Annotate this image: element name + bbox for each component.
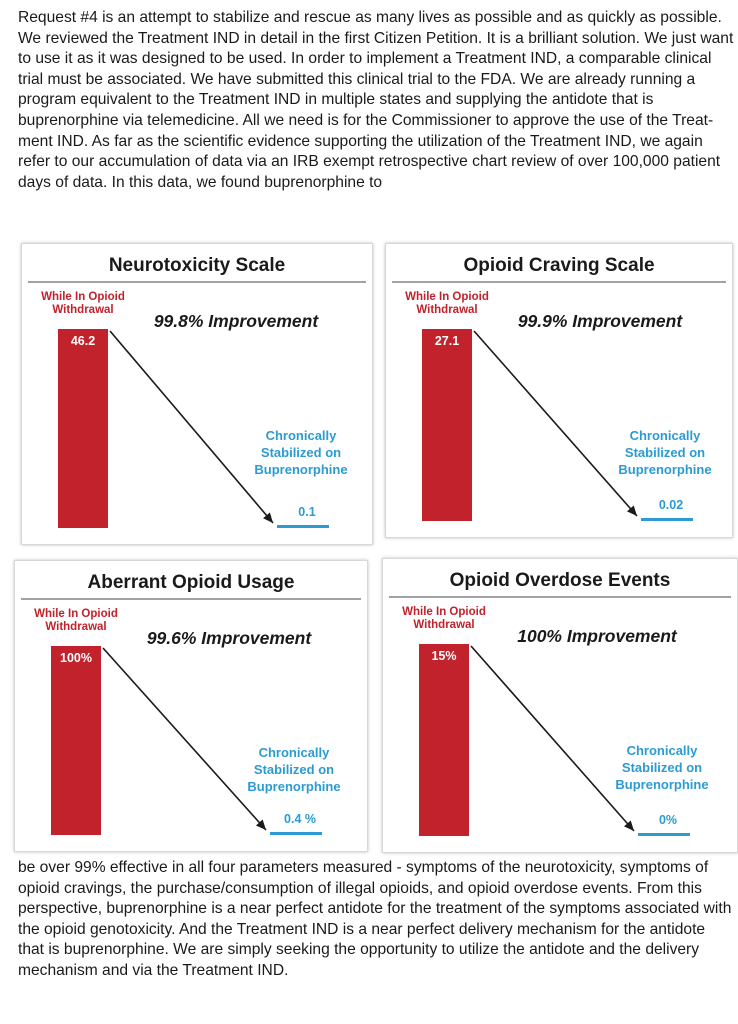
data-label-stabilized: 0.02 xyxy=(658,498,684,512)
category-label-stabilized: Buprenorphine xyxy=(615,777,709,792)
chart-opioid-craving-scale xyxy=(385,243,733,538)
category-label-stabilized: Chronically xyxy=(258,745,330,760)
category-label-withdrawal: While In Opioid xyxy=(34,608,118,620)
improvement-annotation: 99.8% Improvement xyxy=(153,311,319,331)
chart-title: Neurotoxicity Scale xyxy=(108,255,286,276)
data-label-withdrawal: 27.1 xyxy=(434,334,460,348)
trend-arrow xyxy=(110,331,273,523)
bar-withdrawal xyxy=(419,644,469,836)
category-label-stabilized: Chronically xyxy=(629,428,701,443)
data-label-withdrawal: 15% xyxy=(431,649,457,663)
trend-arrow xyxy=(103,648,266,830)
category-label-withdrawal: While In Opioid xyxy=(405,291,489,303)
category-label-withdrawal: Withdrawal xyxy=(416,304,478,316)
category-label-stabilized: Buprenorphine xyxy=(254,462,348,477)
chart-neurotoxicity-scale xyxy=(21,243,373,545)
data-label-stabilized: 0.1 xyxy=(298,505,316,519)
bar-stabilized xyxy=(638,833,690,836)
chart-svg xyxy=(22,244,372,544)
category-label-stabilized: Stabilized on xyxy=(253,762,335,777)
bar-stabilized xyxy=(277,525,329,528)
trend-arrow xyxy=(474,331,637,516)
category-label-stabilized: Chronically xyxy=(265,428,337,443)
data-label-stabilized: 0% xyxy=(658,813,678,827)
intro-paragraph: Request #4 is an attempt to stabilize and rescue as many lives as possible and as quickly as possible. We reviewed the Treatment IND in detail in the first Citizen Petition. It is a brilliant solution. We just want to use it as it was designed to be used. In order to implement a Treatment IND, a comparable clinical trial must be associated. We have submitted this clinical trial to the FDA. We are already running a program equivalent to the Treatment IND in multiple states and supplying the antidote that is buprenorphine via telemedicine. All we need is for the Commissioner to approve the use of the Treat-ment IND. As far as the scientific evidence supporting the utilization of the Treatment IND, we again refer to our accumulation of data via an IRB exempt retrospective chart review of over 100,000 patient days of data. In this data, we found buprenorphine to xyxy=(18,9,734,191)
improvement-annotation: 99.6% Improvement xyxy=(146,628,312,648)
data-label-withdrawal: 100% xyxy=(60,651,92,665)
category-label-withdrawal: While In Opioid xyxy=(41,291,125,303)
conclusion-paragraph: be over 99% effective in all four parameters measured - symptoms of the neurotoxicity, symptoms of opioid cravings, the purchase/consumption of illegal opioids, and opioid overdose events. From this perspective, buprenorphine is a near perfect antidote for the treatment of the symptoms associated with the opioid genotoxicity. And the Treatment IND is a near perfect delivery mechanism for the antidote that is buprenorphine. We are simply seeking the opportunity to utilize the antidote and the delivery mechanism and via the Treatment IND. xyxy=(18,859,732,979)
chart-aberrant-opioid-usage xyxy=(14,560,368,852)
bar-withdrawal xyxy=(58,329,108,528)
category-label-stabilized: Buprenorphine xyxy=(618,462,712,477)
category-label-stabilized: Chronically xyxy=(626,743,698,758)
chart-svg xyxy=(15,561,367,851)
chart-opioid-overdose-events xyxy=(382,558,738,853)
chart-svg xyxy=(383,559,737,852)
improvement-annotation: 99.9% Improvement xyxy=(517,311,683,331)
improvement-annotation: 100% Improvement xyxy=(517,626,677,646)
category-label-withdrawal: Withdrawal xyxy=(52,304,114,316)
chart-title: Opioid Overdose Events xyxy=(449,570,671,591)
chart-title: Aberrant Opioid Usage xyxy=(87,572,295,593)
bar-stabilized xyxy=(641,518,693,521)
category-label-stabilized: Stabilized on xyxy=(260,445,342,460)
category-label-stabilized: Stabilized on xyxy=(624,445,706,460)
category-label-withdrawal: Withdrawal xyxy=(45,621,107,633)
chart-svg xyxy=(386,244,732,537)
category-label-stabilized: Stabilized on xyxy=(621,760,703,775)
data-label-withdrawal: 46.2 xyxy=(70,334,96,348)
category-label-stabilized: Buprenorphine xyxy=(247,779,341,794)
bar-stabilized xyxy=(270,832,322,835)
data-label-stabilized: 0.4 % xyxy=(284,812,316,826)
category-label-withdrawal: While In Opioid xyxy=(402,606,486,618)
category-label-withdrawal: Withdrawal xyxy=(413,619,475,631)
bar-withdrawal xyxy=(422,329,472,521)
chart-title: Opioid Craving Scale xyxy=(463,255,655,276)
bar-withdrawal xyxy=(51,646,101,835)
trend-arrow xyxy=(471,646,634,831)
